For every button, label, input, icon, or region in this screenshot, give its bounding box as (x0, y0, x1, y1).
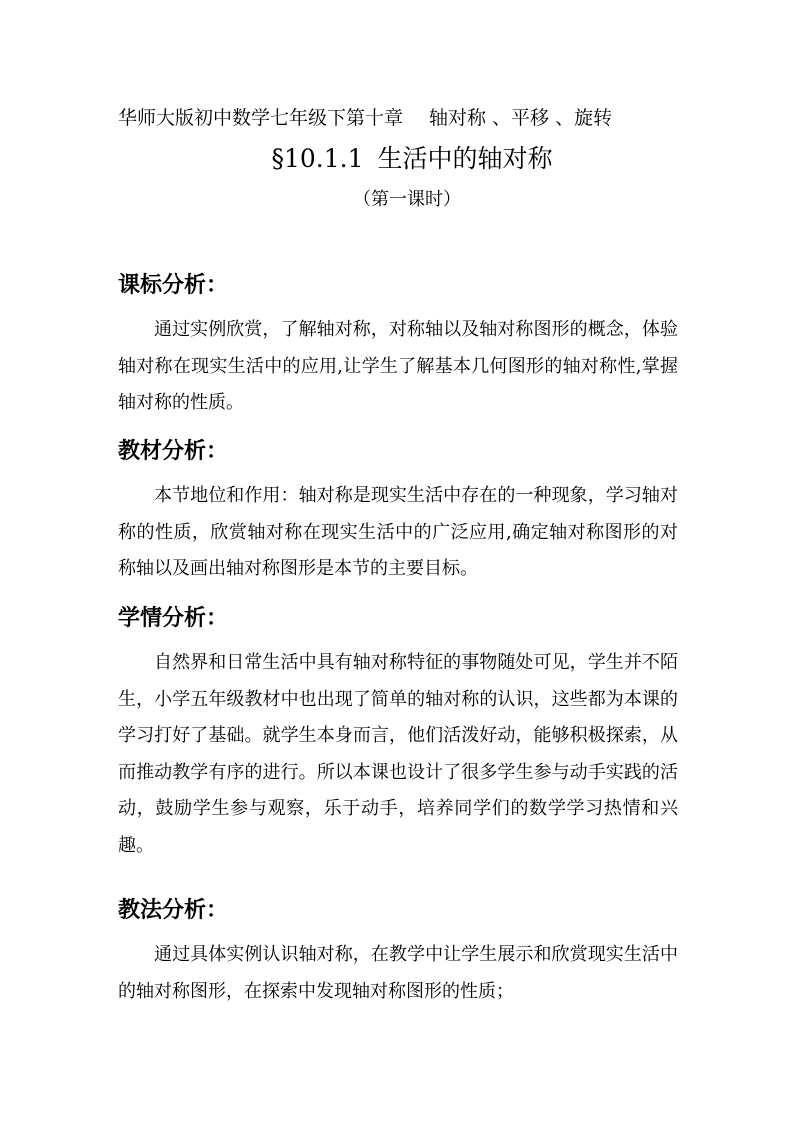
chapter-topic: 轴对称 、平移 、旋转 (429, 107, 613, 129)
section-body-students: 自然界和日常生活中具有轴对称特征的事物随处可见，学生并不陌生，小学五年级教材中也出现了简单的轴对称的认识，这些都为本课的学习打好了基础。就学生本身而言，他们活泼好动，能够积极探索，从而推动教学有序的进行。所以本课也设计了很多学生参与动手实践的活动，鼓励学生参与观察，乐于动手，培养同学们的数学学习热情和兴趣。 (118, 652, 678, 856)
section-heading-textbook: 教材分析： (118, 439, 229, 464)
section-heading-students: 学情分析： (118, 606, 229, 631)
section-heading-teaching-method: 教法分析： (118, 898, 229, 923)
section-body-textbook: 本节地位和作用：轴对称是现实生活中存在的一种现象，学习轴对称的性质，欣赏轴对称在现实生活中的广泛应用,确定轴对称图形的对称轴以及画出轴对称图形是本节的主要目标。 (118, 485, 678, 579)
lesson-title (0, 142, 794, 176)
textbook-series: 华师大版初中数学七年级下第十章 (118, 107, 404, 129)
lesson-period: （第一课时） (353, 189, 461, 210)
section-body-teaching-method: 通过具体实例认识轴对称，在教学中让学生展示和欣赏现实生活中的轴对称图形，在探索中发现轴对称图形的性质； (118, 944, 678, 1002)
document-header (118, 105, 612, 131)
section-heading-curriculum: 课标分析： (118, 273, 229, 298)
section-number: §10.1.1 (271, 144, 364, 173)
section-body-curriculum: 通过实例欣赏，了解轴对称，对称轴以及轴对称图形的概念，体验轴对称在现实生活中的应用,让学生了解基本几何图形的轴对称性,掌握轴对称的性质。 (118, 319, 678, 413)
lesson-title-text: 生活中的轴对称 (377, 144, 553, 173)
